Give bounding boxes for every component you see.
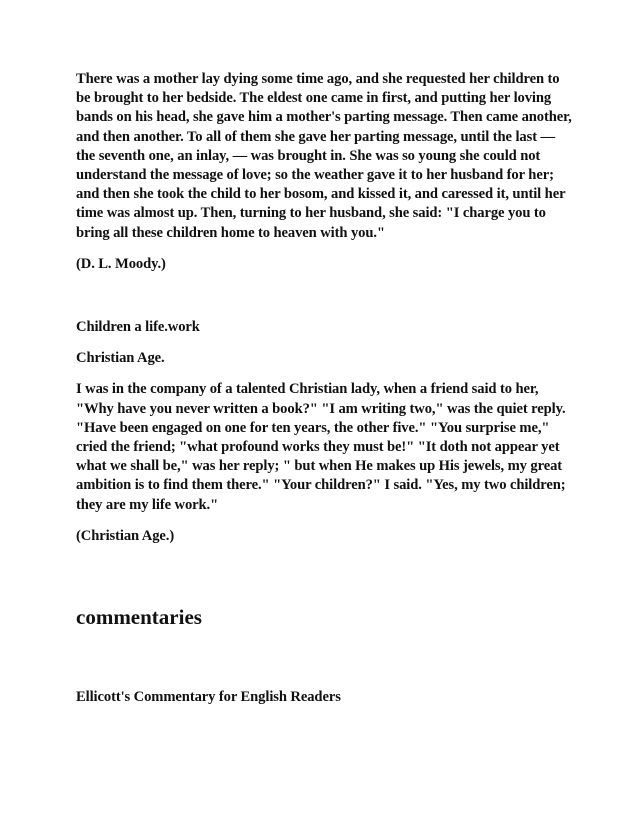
document-page <box>76 70 576 707</box>
commentaries-heading: commentaries <box>76 605 202 630</box>
citation-moody: (D. L. Moody.) <box>76 255 166 272</box>
section-title: Children a life.work <box>76 319 200 336</box>
paragraph-mother-story: There was a mother lay dying some time ago, and she requested her children to be brought to her bedside. The eldest one came in first, and putting her loving bands on his head, she gave him a mother's parting message. Then came another, and then another. To all of them she gave her parting message, until the last — the seventh one, an inlay, — was brought in. She was so young she could not understand the message of love; so the weather gave it to her husband for her; and then she took the child to her bosom, and kissed it, and caressed it, until her time was almost up. Then, turning to her husband, she said: "I charge you to bring all these children home to heaven with you." <box>76 71 572 241</box>
source-line: Christian Age. <box>76 350 165 367</box>
citation-christian-age: (Christian Age.) <box>76 527 175 544</box>
commentary-title: Ellicott's Commentary for English Readers <box>76 689 341 706</box>
paragraph-christian-lady: I was in the company of a talented Christian lady, when a friend said to her, "Why have you never written a book?" "I am writing two," was the quiet reply. "Have been engaged on one for ten years, the other five." "You surprise me," cried the friend; "what profound works they must be!" "It doth not appear yet what we shall be," was her reply; " but when He makes up His jewels, my great ambition is to find them there." "Your children?" I said. "Yes, my two children; they are my life work." <box>76 381 566 513</box>
